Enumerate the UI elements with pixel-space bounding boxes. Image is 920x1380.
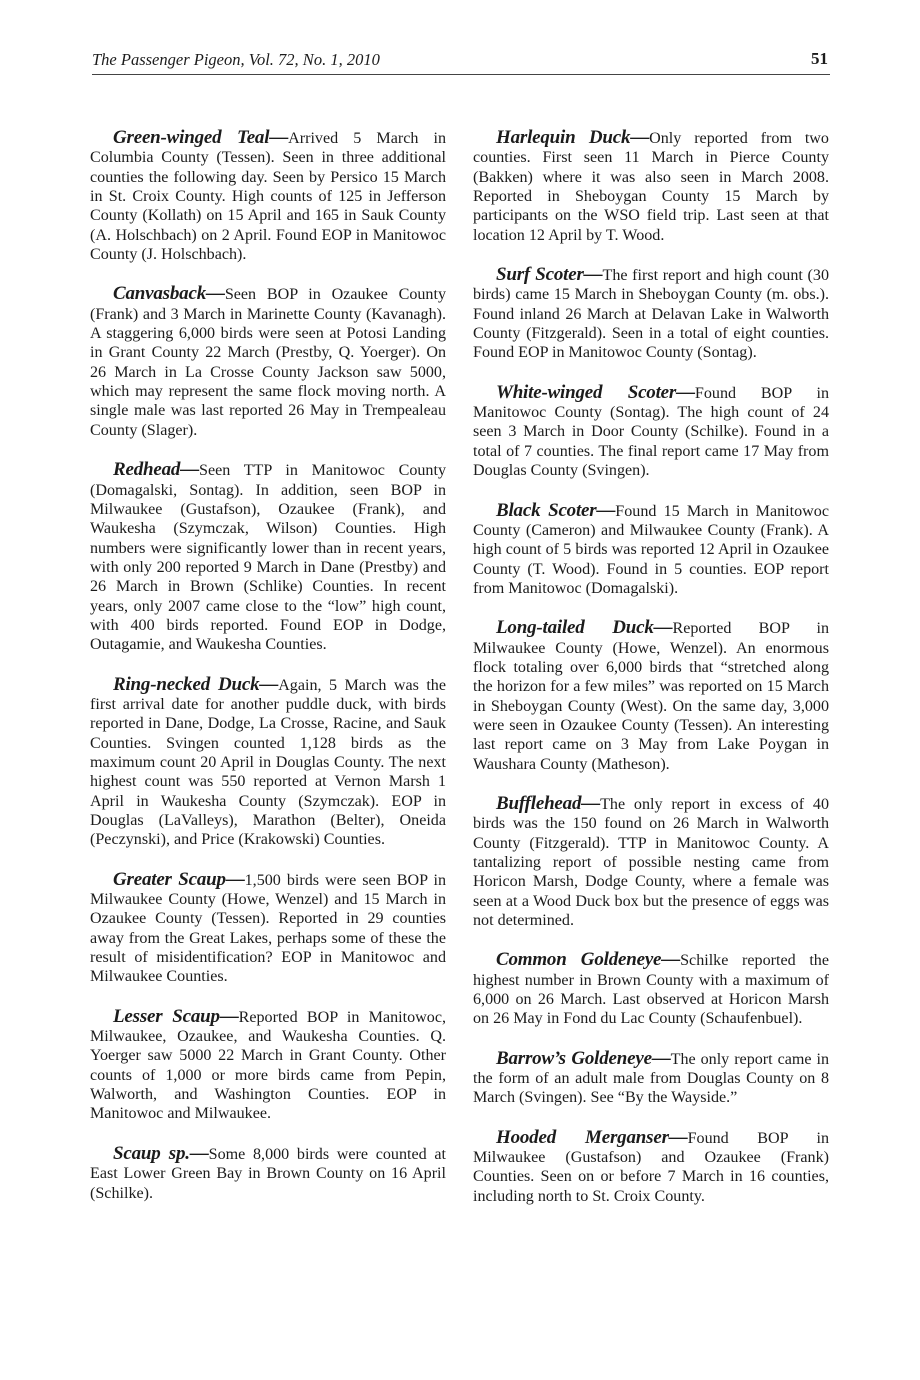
species-name: Surf Scoter—	[496, 264, 603, 286]
species-name: Lesser Scaup—	[113, 1005, 239, 1027]
species-name: White-winged Scoter—	[496, 381, 695, 403]
species-entry-canvasback	[90, 284, 446, 440]
species-account-text: Found 15 March in Manitowoc County (Cameron) and Milwaukee County (Frank). A high count of 5 birds was reported 12 April in Ozaukee County (T. Wood). Found in 5 counties. EOP report from Manitowoc (Domagalski).	[473, 502, 829, 597]
species-name: Scaup sp.—	[113, 1142, 209, 1164]
species-entry-redhead	[90, 460, 446, 654]
species-account-text: Found BOP in Milwaukee (Gustafson) and Ozaukee (Frank) Counties. Seen on or before 7 March in 16 counties, including north to St. Croix County.	[473, 1129, 829, 1205]
running-header	[92, 46, 830, 75]
species-name: Redhead—	[113, 459, 200, 481]
species-name: Greater Scaup—	[113, 868, 245, 890]
page-number: 51	[811, 49, 828, 68]
species-entry-harlequin-duck	[473, 128, 829, 245]
species-name: Green-winged Teal—	[113, 127, 289, 148]
species-entry-bufflehead	[473, 794, 829, 930]
species-entry-hooded-merganser	[473, 1128, 829, 1206]
left-column	[90, 128, 446, 1223]
species-account-text: Schilke reported the highest number in Brown County with a maximum of 6,000 on 26 March. Last observed at Horicon Marsh on 26 May in Fond du Lac County (Schaufenbuel).	[473, 952, 829, 1028]
species-name: Harlequin Duck—	[496, 127, 650, 148]
species-account-text: The only report came in the form of an adult male from Douglas County on 8 March (Svingen). See “By the Wayside.”	[473, 1050, 829, 1107]
species-name: Ring-necked Duck—	[113, 673, 279, 695]
species-account-text: Arrived 5 March in Columbia County (Tessen). Seen in three additional counties the following day. Seen by Persico 15 March in St. Croix County. High counts of 125 in Jefferson County (Kollath) on 15 April and 165 in Sauk County (A. Holschbach) on 2 April. Found EOP in Manitowoc County (J. Holschbach).	[90, 130, 446, 264]
species-name: Barrow’s Goldeneye—	[496, 1047, 671, 1069]
species-account-text: The only report in excess of 40 birds was the 150 found on 26 March in Walworth County (Fitzgerald). TTP in Manitowoc County. A tantalizing report of possible nesting came from Horicon Marsh, Dodge County, where a female was seen at a Wood Duck box but the presence of eggs was not determined.	[473, 795, 829, 930]
species-name: Common Goldeneye—	[496, 949, 681, 971]
species-account-text: 1,500 birds were seen BOP in Milwaukee County (Howe, Wenzel) and 15 March in Ozaukee County (Tessen). Reported in 29 counties away from the Great Lakes, perhaps some of these the result of misidentification? EOP in Manitowoc and Milwaukee Counties.	[90, 871, 446, 986]
species-entry-surf-scoter	[473, 265, 829, 363]
species-account-text: Again, 5 March was the first arrival date for another puddle duck, with birds reported in Dane, Dodge, La Crosse, Racine, and Sauk Counties. Svingen counted 1,128 birds as the maximum count 20 April in Douglas County. The next highest count was 550 reported at Vernon Marsh 1 April in Waukesha County (Szymczak). EOP in Douglas (LaValleys), Marathon (Belter), Oneida (Peczynski), and Price (Krakowski) Counties.	[90, 676, 446, 849]
species-name: Canvasback—	[113, 283, 225, 305]
species-account-text: Found BOP in Manitowoc County (Sontag). The high count of 24 seen 3 March in Door County (Schilke). Found in a total of 7 counties. The final report came 17 May from Douglas County (Svingen).	[473, 384, 829, 480]
species-entry-black-scoter	[473, 501, 829, 599]
species-entry-green-winged-teal	[90, 128, 446, 264]
species-account-text: The first report and high count (30 birds) came 15 March in Sheboygan County (m. obs.). Found inland 26 March at Delavan Lake in Walworth County (Fitzgerald). Seen in a total of eight counties. Found EOP in Manitowoc County (Sontag).	[473, 267, 830, 362]
species-entry-long-tailed-duck	[473, 618, 829, 774]
species-name: Hooded Merganser—	[496, 1126, 688, 1148]
species-name: Bufflehead—	[496, 792, 601, 814]
species-entry-greater-scaup	[90, 870, 446, 987]
species-entry-scaup-sp	[90, 1144, 446, 1203]
species-name: Long-tailed Duck—	[496, 617, 673, 639]
species-account-text: Reported BOP in Manitowoc, Milwaukee, Ozaukee, and Waukesha Counties. Q. Yoerger saw 5000 22 March in Grant County. Other counts of 1,000 or more birds came from Pepin, Walworth, and Washington Counties. EOP in Manitowoc and Milwaukee.	[90, 1008, 446, 1123]
right-column	[473, 128, 829, 1226]
species-name: Black Scoter—	[496, 499, 616, 521]
species-account-text: Some 8,000 birds were counted at East Lower Green Bay in Brown County on 16 April (Schilke).	[90, 1145, 446, 1202]
species-account-text: Only reported from two counties. First seen 11 March in Pierce County (Bakken) where it was also seen in March 2008. Reported in Sheboygan County 15 March by participants on the WSO field trip. Last seen at that location 12 April by T. Wood.	[473, 130, 829, 244]
species-account-text: Reported BOP in Milwaukee County (Howe, Wenzel). An enormous flock totaling over 6,000 birds that “stretched along the horizon for a few miles” was reported on 15 March in Sheboygan County (West). On the same day, 3,000 were seen in Ozaukee County (Tessen). An interesting last report came on 3 May from Lake Poygan in Waushara County (Matheson).	[473, 620, 829, 773]
species-entry-common-goldeneye	[473, 950, 829, 1028]
species-account-text: Seen TTP in Manitowoc County (Domagalski, Sontag). In addition, seen BOP in Milwaukee (Gustafson), Ozaukee (Frank), and Waukesha (Szymczak, Wilson) Counties. High numbers were significantly lower than in recent years, with only 200 reported 9 March in Dane (Prestby) and 26 March in Brown (Schlike) Counties. In recent years, only 2007 came close to the “low” high count, with 400 birds reported. Found EOP in Dodge, Outagamie, and Waukesha Counties.	[90, 462, 446, 654]
species-entry-ring-necked-duck	[90, 675, 446, 850]
species-entry-barrow-s-goldeneye	[473, 1049, 829, 1108]
species-account-text: Seen BOP in Ozaukee County (Frank) and 3 March in Marinette County (Kavanagh). A staggering 6,000 birds were seen at Potosi Landing in Grant County 22 March (Prestby, Q. Yoerger). On 26 March in La Crosse County Jackson saw 5000, which may represent the same flock moving north. A single male was last reported 26 May in Trempealeau County (Slager).	[90, 286, 446, 439]
journal-citation: The Passenger Pigeon, Vol. 72, No. 1, 2010	[92, 50, 380, 69]
species-entry-white-winged-scoter	[473, 383, 829, 481]
species-entry-lesser-scaup	[90, 1007, 446, 1124]
